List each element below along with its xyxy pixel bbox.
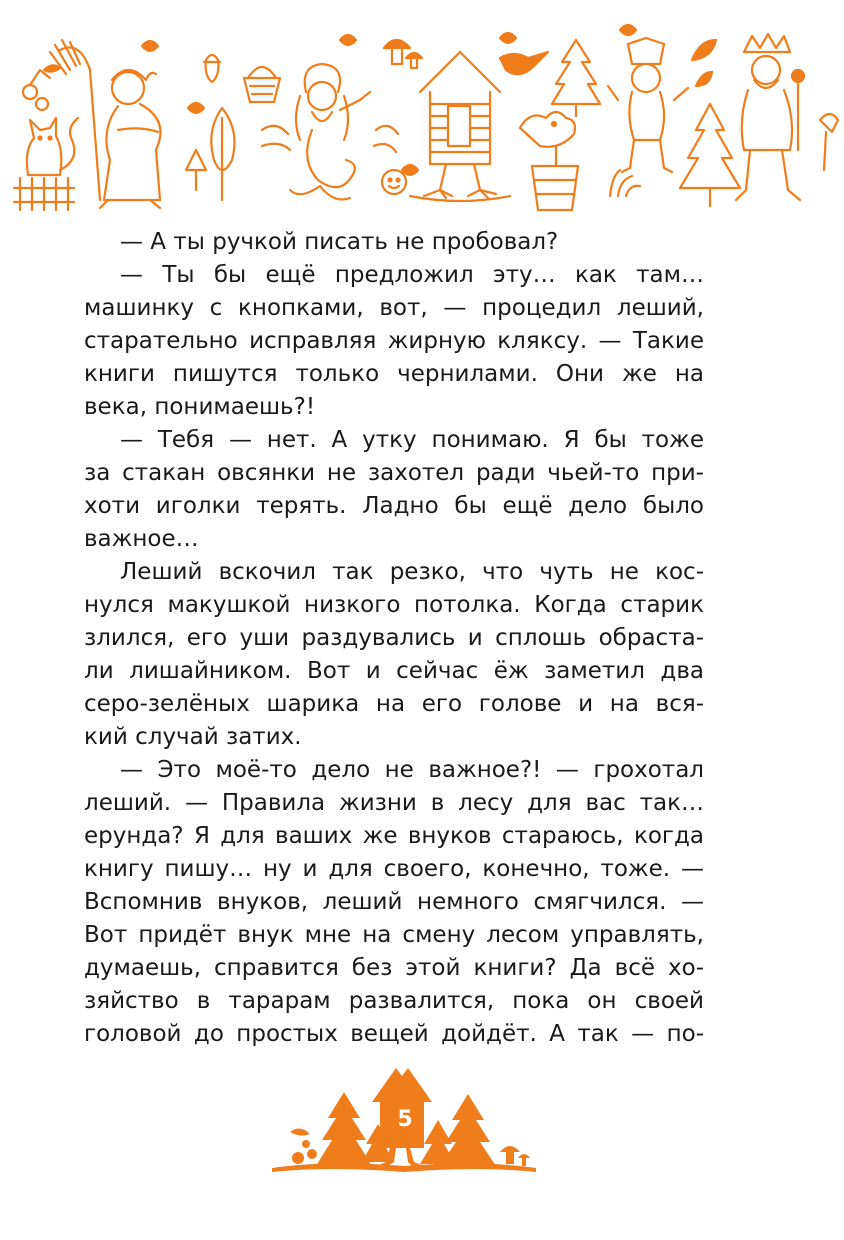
text-line: — Тебя — нет. А утку понимаю. Я бы тоже xyxy=(120,427,704,453)
text-line: злился, его уши раздувались и сплошь обраста- xyxy=(84,625,704,651)
text-line: ли лишайником. Вот и сейчас ёж заметил два xyxy=(84,658,704,684)
text-line: за стакан овсянки не захотел ради чьей-то при- xyxy=(84,460,704,486)
text-line: хоти иголки терять. Ладно бы ещё дело было xyxy=(84,493,704,519)
text-line: нулся макушкой низкого потолка. Когда старик xyxy=(84,592,704,618)
text-line: — А ты ручкой писать не пробовал? xyxy=(120,229,559,255)
text-line: Леший вскочил так резко, что чуть не кос- xyxy=(120,559,704,585)
text-line: — Ты бы ещё предложил эту… как там… xyxy=(120,262,704,288)
text-line: машинку с кнопками, вот, — процедил леший, xyxy=(84,295,704,321)
text-line: важное… xyxy=(84,526,199,552)
text-line: кий случай затих. xyxy=(84,724,302,750)
text-line: серо-зелёных шарика на его голове и на вся- xyxy=(84,691,704,717)
text-line: думаешь, справится без этой книги? Да всё хо- xyxy=(84,955,704,981)
text-line: Вот придёт внук мне на смену лесом управлять, xyxy=(84,922,704,948)
header-illustration xyxy=(0,0,844,225)
text-line: книгу пишу… ну и для своего, конечно, тоже. — xyxy=(84,856,704,882)
text-line: головой до простых вещей дойдёт. А так — по- xyxy=(84,1021,704,1047)
text-line: старательно исправляя жирную кляксу. — Такие xyxy=(84,328,704,354)
text-block xyxy=(84,226,704,1051)
text-line: века, понимаешь?! xyxy=(84,394,316,420)
text-line: — Это моё-то дело не важное?! — грохотал xyxy=(120,757,704,783)
text-line: леший. — Правила жизни в лесу для вас так… xyxy=(84,790,704,816)
page-number: 5 xyxy=(397,1107,413,1132)
text-line: зяйство в тарарам развалится, пока он своей xyxy=(84,988,704,1014)
text-line: Вспомнив внуков, леший немного смягчился. — xyxy=(84,889,704,915)
text-line: книги пишутся только чернилами. Они же на xyxy=(84,361,704,387)
text-line: ерунда? Я для ваших же внуков стараюсь, когда xyxy=(84,823,704,849)
